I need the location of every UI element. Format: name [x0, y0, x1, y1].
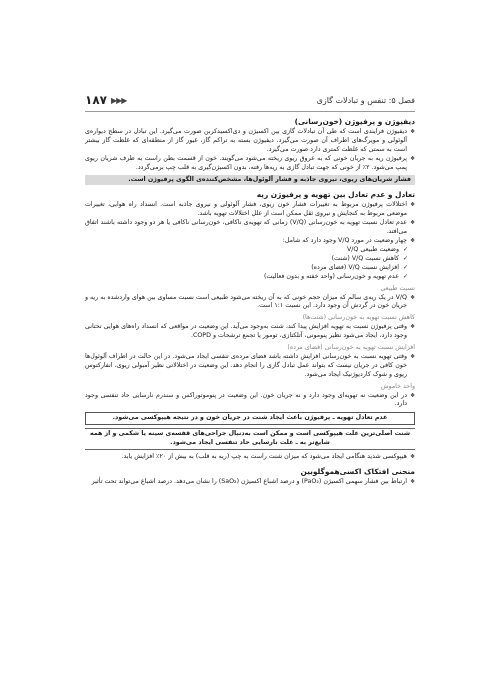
- bullet-paragraph: ❖ وقتی تهویه نسبت به خون‌رسانی افزایش داشته باشد فضای مرده‌ی تنفسی ایجاد می‌شود. در این حالت در اطراف آلوئول‌ها خون کافی در جریان نیست که بتواند عمل تبادل گازی را انجام دهد. این وضعیت در اختلالاتی نظیر آمبولی ریوی، انفارکتوس ریوی و شوک کاردیوژنیک ایجاد می‌شود.: [85, 353, 415, 380]
- header-rule: [85, 111, 415, 112]
- bullet-paragraph: ❖ ارتباط بین فشار سهمی اکسیژن (PaO₂) و درصد اشباع اکسیژن (SaO₂) را نشان می‌دهد. درصد اشباع می‌تواند تحت تأثیر: [85, 478, 415, 487]
- subheading: افزایش نسبت تهویه به خون‌رسانی (فضای مرده): [287, 344, 415, 352]
- bullet-paragraph: ❖ V/Q در یک ریه‌ی سالم که میزان حجم خونی که به آن ریخته می‌شود طبیعی است نسبت مساوی بین هوای واردشده به ریه و جریان خون در گردش آن وجود دارد. این نسبت ۱:۱ است.: [85, 294, 415, 312]
- bullet-paragraph: ❖ دیفیوژن فرایندی است که طی آن تبادلات گازی بین اکسیژن و دی‌اکسیدکربن صورت می‌گیرد. این تبادل در سطح دیواره‌ی آلوئولی و مویرگ‌های اطراف آن صورت می‌گیرد. دیفیوژن بسته به تراکم گاز، غیور گاز از منطقه‌ای که غلظت گاز بیشتر است به سمتی که غلظت کمتری دارد صورت می‌گیرد.: [85, 128, 415, 155]
- bullet-paragraph: ❖ چهار وضعیت در مورد V/Q وجود دارد که شامل:: [85, 237, 415, 246]
- ruled-note: شنت اصلی‌ترین علت هیپوکسی است و ممکن است به‌دنبال جراحی‌های قفسه‌ی سینه یا شکمی و از همه شایع‌تر به ـ علت نارسایی حاد تنفسی ایجاد می‌شود.: [85, 428, 415, 450]
- checklist-item: ✓ کاهش نسبت V/Q (شنت): [85, 255, 415, 264]
- page-content: [85, 116, 415, 487]
- bullet-paragraph: ❖ عدم تعادل نسبت تهویه به خون‌رسانی (V/Q) زمانی که تهویه‌ی ناکافی، خون‌رسانی ناکافی یا هر دو وجود داشته باشند اتفاق می‌افتد.: [85, 219, 415, 237]
- bullet-paragraph: ❖ در این وضعیت نه تهویه‌ای وجود دارد و نه جریان خون. این وضعیت در پنوموتوراکس و سندرم نارسایی حاد تنفسی وجود دارد.: [85, 392, 415, 410]
- chapter-title: فصل ۵: تنفس و تبادلات گازی: [316, 95, 415, 105]
- bullet-paragraph: ❖ پرفیوژن ریه به جریان خونی که به عروق ریوی ریخته می‌شود می‌گویند. خون از قسمت بطن راست به طرف شریان ریوی پمپ می‌شود. ۲٪ از خونی که جهت تبادل گازی به ریه‌ها رفته، بدون اکسیژن‌گیری به قلب چپ برمی‌گردد.: [85, 155, 415, 173]
- subheading: کاهش نسبت تهویه به خون‌رسانی (شنت‌ها): [302, 314, 415, 322]
- arrows-icon: ▶▶▶: [110, 95, 127, 105]
- highlight-note: فشار شریان‌های ریوی، نیروی جاذبه و فشار آلوئول‌ها، مشخص‌کننده‌ی الگوی پرفیوژن است.: [85, 175, 415, 186]
- subheading: نسبت طبیعی: [380, 284, 415, 292]
- checklist-item: ✓ وضعیت طبیعی V/Q: [85, 246, 415, 255]
- boxed-note: عدم تعادل تهویه ـ پرفیوژن باعث ایجاد شنت در جریان خون و در نتیجه هیپوکسی می‌شود.: [85, 412, 415, 425]
- checklist-item: ✓ افزایش نسبت V/Q (فضای مرده): [85, 264, 415, 273]
- checklist-item: ✓ عدم تهویه و خون‌رسانی (واحد خفته و بدون فعالیت): [85, 273, 415, 282]
- page-number: ۱۸۷: [85, 93, 107, 107]
- bullet-paragraph: ❖ اختلالات پرفیوژن مربوط به تغییرات فشار خون ریوی، فشار آلوئولی و نیروی جاذبه است. انسداد راه هوایی، تغییرات موضعی مربوط به کنجایش و نیروی ثقل ممکن است از علل اختلالات تهویه باشد.: [85, 201, 415, 219]
- bullet-paragraph: ❖ وقتی پرفیوژن نسبت به تهویه افزایش پیدا کند، شنت به‌وجود می‌آید. این وضعیت در مواقعی که انسداد راه‌های هوایی تحتانی وجود دارد، ایجاد می‌شود نظیر پنومونی، آتلکتازی، تومور یا تجمع ترشحات و COPD.: [85, 323, 415, 341]
- page-header: [85, 92, 415, 108]
- subheading: واحد خاموش: [380, 382, 415, 390]
- section-heading: منحنی افتکاک اکسی‌هموگلوبین: [300, 467, 415, 476]
- section-heading: دیفیوژن و پرفیوژن (خون‌رسانی): [294, 117, 415, 126]
- section-heading: تعادل و عدم تعادل بین تهویه و پرفیوژن ریه: [256, 190, 415, 200]
- bullet-paragraph: ❖ هیپوکسی شدید هنگامی ایجاد می‌شود که میزان شنت راست به چپ (ریه به قلب) به بیش از ۲۰٪ افزایش یابد.: [85, 453, 415, 462]
